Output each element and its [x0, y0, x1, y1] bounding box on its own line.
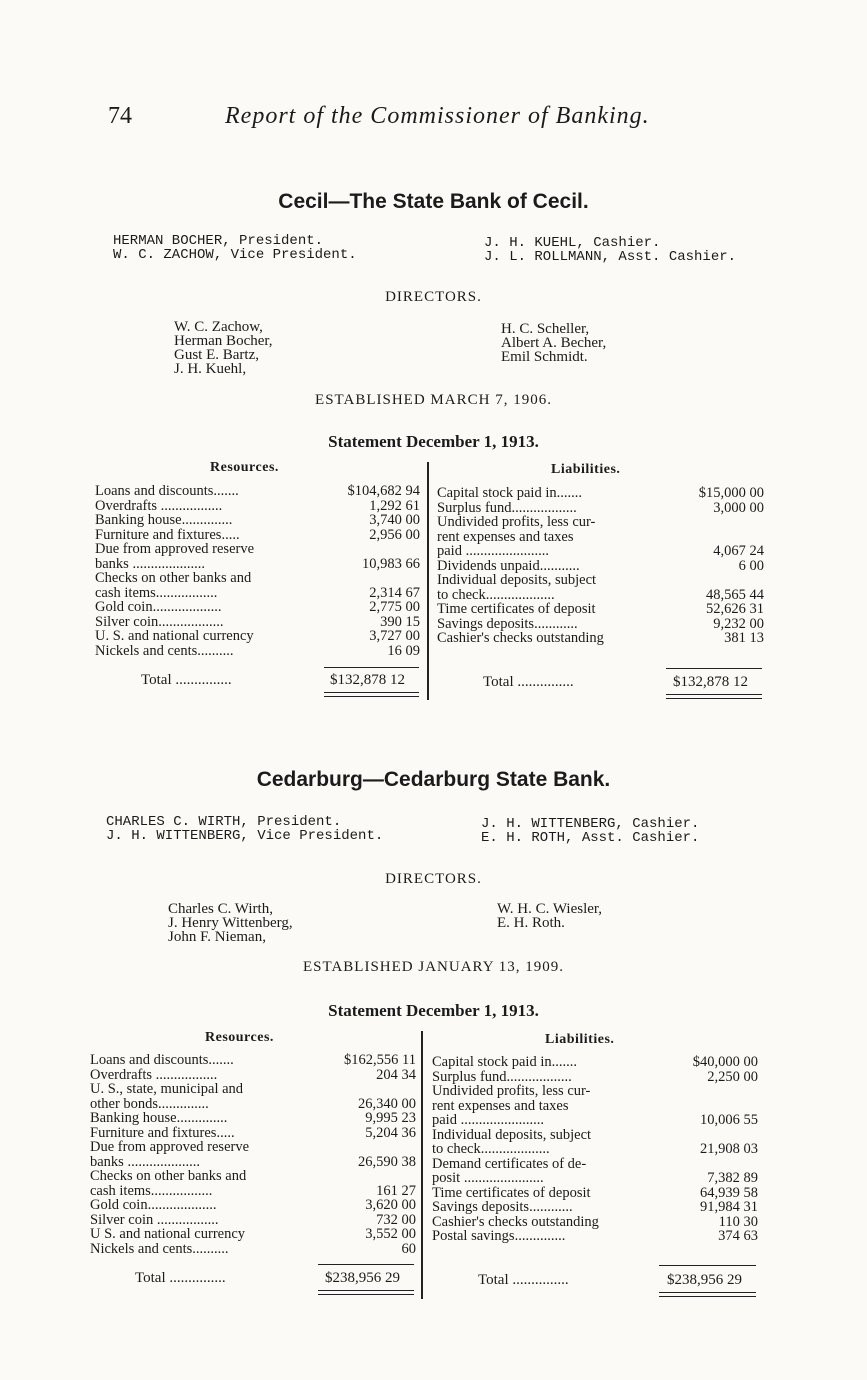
row-label: Furniture and fixtures..... [95, 526, 240, 543]
row-amount: 3,552 00 [365, 1226, 416, 1242]
row-label: Time certificates of deposit [437, 601, 596, 617]
resources-table [90, 1053, 416, 1256]
liabilities-total-label: Total ............... [483, 674, 574, 690]
statement-row [437, 573, 764, 588]
officer: E. H. ROTH, Asst. Cashier. [481, 830, 700, 846]
row-amount: $15,000 00 [698, 485, 764, 501]
page-number: 74 [108, 103, 132, 129]
statement-row [437, 602, 764, 617]
row-amount: 5,204 36 [365, 1124, 416, 1141]
statement-row [432, 1055, 758, 1070]
row-amount: $162,556 11 [344, 1052, 416, 1068]
director: Charles C. Wirth, [168, 901, 273, 917]
row-amount: 91,984 31 [700, 1199, 758, 1215]
row-label: posit ...................... [432, 1170, 544, 1186]
column-divider [427, 462, 429, 700]
row-amount: 26,340 00 [358, 1095, 416, 1112]
row-label: paid ....................... [432, 1112, 544, 1128]
row-amount: 2,314 67 [369, 584, 420, 601]
statement-row [95, 586, 420, 601]
running-title: Report of the Commissioner of Banking. [225, 103, 650, 129]
statement-row [95, 557, 420, 572]
double-rule [659, 1296, 756, 1297]
row-amount: 2,250 00 [707, 1068, 758, 1085]
row-label: banks .................... [95, 555, 205, 572]
liabilities-total-value: $238,956 29 [667, 1272, 742, 1288]
liabilities-table [437, 486, 764, 646]
statement-row [90, 1140, 416, 1155]
row-amount: 2,956 00 [369, 526, 420, 543]
directors-right [501, 322, 606, 364]
statement-row [90, 1155, 416, 1170]
row-amount: 1,292 61 [369, 497, 420, 514]
director: H. C. Scheller, [501, 321, 590, 337]
statement-row [90, 1198, 416, 1213]
statement-row [90, 1053, 416, 1068]
row-amount: 52,626 31 [706, 601, 764, 617]
double-rule [666, 698, 762, 699]
row-label: Loans and discounts....... [95, 483, 239, 499]
row-label: Silver coin ................. [90, 1211, 219, 1228]
total-rule [666, 668, 762, 669]
statement-row [95, 615, 420, 630]
row-label: to check................... [437, 586, 555, 603]
row-label: Gold coin................... [95, 599, 222, 615]
resources-table [95, 484, 420, 658]
row-label: Postal savings.............. [432, 1228, 566, 1244]
row-label: Loans and discounts....... [90, 1052, 234, 1068]
row-label: cash items................. [90, 1182, 213, 1199]
row-amount: $40,000 00 [692, 1054, 758, 1070]
row-label: Individual deposits, subject [437, 572, 597, 588]
row-label: Savings deposits............ [432, 1199, 573, 1215]
row-label: paid ....................... [437, 543, 549, 559]
row-label: Checks on other banks and [95, 570, 252, 586]
row-label: Savings deposits............ [437, 615, 578, 632]
statement-row [90, 1169, 416, 1184]
statement-title: Statement December 1, 1913. [328, 1001, 539, 1020]
row-label: other bonds.............. [90, 1095, 209, 1112]
statement-row [95, 644, 420, 659]
statement-row [437, 588, 764, 603]
resources-heading: Resources. [210, 460, 279, 475]
row-amount: 390 15 [380, 613, 420, 630]
row-label: Capital stock paid in....... [437, 485, 582, 501]
row-label: Undivided profits, less cur- [432, 1083, 591, 1099]
row-label: Surplus fund.................. [437, 499, 577, 516]
double-rule [318, 1294, 414, 1295]
director: Gust E. Bartz, [174, 347, 259, 363]
statement-row [432, 1215, 758, 1230]
total-rule [324, 667, 419, 668]
row-amount: 6 00 [738, 557, 764, 574]
directors-heading: DIRECTORS. [385, 871, 482, 887]
row-label: Due from approved reserve [95, 541, 255, 557]
row-amount: 381 13 [724, 630, 764, 646]
row-label: U. S., state, municipal and [90, 1081, 244, 1097]
liabilities-heading: Liabilities. [551, 462, 621, 477]
row-amount: 3,620 00 [365, 1197, 416, 1213]
row-label: Undivided profits, less cur- [437, 514, 596, 530]
row-label: Overdrafts ................. [90, 1066, 218, 1083]
statement-row [95, 542, 420, 557]
established-line: ESTABLISHED MARCH 7, 1906. [315, 392, 552, 408]
statement-row [95, 499, 420, 514]
statement-row [432, 1070, 758, 1085]
director: E. H. Roth. [497, 915, 565, 931]
row-label: Demand certificates of de- [432, 1155, 587, 1172]
double-rule [324, 696, 419, 697]
officer: W. C. ZACHOW, Vice President. [113, 247, 357, 263]
row-label: rent expenses and taxes [437, 528, 574, 545]
bank-title: Cecil—The State Bank of Cecil. [278, 190, 589, 213]
row-amount: 732 00 [376, 1211, 416, 1228]
double-rule [659, 1292, 756, 1293]
row-amount: 7,382 89 [707, 1170, 758, 1186]
liabilities-total-value: $132,878 12 [673, 674, 748, 690]
officers-right [481, 817, 699, 845]
row-amount: $104,682 94 [347, 483, 420, 499]
director: Emil Schmidt. [501, 349, 588, 365]
row-amount: 60 [401, 1240, 416, 1257]
established-line: ESTABLISHED JANUARY 13, 1909. [302, 959, 564, 975]
officer: J. H. KUEHL, Cashier. [484, 235, 661, 251]
statement-row [437, 631, 764, 646]
statement-row [432, 1099, 758, 1114]
row-label: Banking house.............. [95, 512, 233, 528]
director: Albert A. Becher, [501, 335, 607, 351]
resources-total-value: $132,878 12 [330, 672, 405, 688]
resources-total-label: Total ............... [141, 672, 232, 688]
row-label: Checks on other banks and [90, 1168, 247, 1184]
row-label: Nickels and cents.......... [90, 1240, 229, 1257]
row-label: U. S. and national currency [95, 628, 254, 644]
double-rule [324, 692, 419, 693]
row-label: Nickels and cents.......... [95, 642, 234, 659]
statement-row [90, 1097, 416, 1112]
row-label: to check................... [432, 1141, 550, 1157]
row-amount: 10,983 66 [362, 555, 420, 572]
directors-heading: DIRECTORS. [385, 289, 482, 305]
statement-row [432, 1200, 758, 1215]
double-rule [318, 1290, 414, 1291]
resources-total-value: $238,956 29 [325, 1270, 400, 1286]
statement-row [437, 559, 764, 574]
director: W. C. Zachow, [174, 319, 263, 335]
row-amount: 204 34 [376, 1066, 416, 1083]
statement-row [437, 544, 764, 559]
statement-row [432, 1142, 758, 1157]
statement-row [432, 1186, 758, 1201]
director: John F. Nieman, [168, 929, 266, 945]
statement-row [432, 1128, 758, 1143]
officers-left [113, 234, 357, 262]
row-amount: 9,232 00 [713, 615, 764, 632]
statement-row [437, 530, 764, 545]
row-amount: 16 09 [387, 642, 420, 659]
row-label: Individual deposits, subject [432, 1126, 592, 1143]
row-amount: 2,775 00 [369, 599, 420, 615]
total-rule [318, 1264, 414, 1265]
statement-row [90, 1184, 416, 1199]
director: W. H. C. Wiesler, [497, 901, 603, 917]
row-amount: 3,727 00 [369, 628, 420, 644]
statement-row [90, 1068, 416, 1083]
directors-left [168, 902, 293, 944]
officer: J. H. WITTENBERG, Cashier. [481, 816, 700, 832]
row-label: banks .................... [90, 1153, 200, 1170]
liabilities-table [432, 1055, 758, 1244]
row-label: rent expenses and taxes [432, 1097, 569, 1114]
director: J. Henry Wittenberg, [168, 915, 293, 931]
officers-left [106, 815, 383, 843]
statement-row [90, 1227, 416, 1242]
officer: HERMAN BOCHER, President. [113, 233, 324, 249]
statement-row [90, 1082, 416, 1097]
statement-row [432, 1157, 758, 1172]
statement-row [95, 629, 420, 644]
row-label: Cashier's checks outstanding [432, 1213, 599, 1230]
row-amount: 3,740 00 [369, 512, 420, 528]
row-amount: 374 63 [718, 1228, 758, 1244]
column-divider [421, 1031, 423, 1299]
row-label: Due from approved reserve [90, 1139, 250, 1155]
row-amount: 21,908 03 [700, 1141, 758, 1157]
statement-row [95, 528, 420, 543]
statement-row [432, 1113, 758, 1128]
double-rule [666, 694, 762, 695]
row-amount: 26,590 38 [358, 1153, 416, 1170]
officers-right [484, 236, 736, 264]
row-label: Banking house.............. [90, 1110, 228, 1126]
row-label: Silver coin.................. [95, 613, 224, 630]
row-label: cash items................. [95, 584, 218, 601]
statement-row [437, 486, 764, 501]
directors-right [497, 902, 602, 930]
director: Herman Bocher, [174, 333, 273, 349]
statement-row [432, 1171, 758, 1186]
row-label: Time certificates of deposit [432, 1184, 591, 1201]
row-label: Dividends unpaid........... [437, 557, 580, 574]
row-label: Capital stock paid in....... [432, 1054, 577, 1070]
row-label: U S. and national currency [90, 1226, 246, 1242]
row-label: Furniture and fixtures..... [90, 1124, 235, 1141]
statement-row [95, 484, 420, 499]
statement-row [95, 600, 420, 615]
statement-row [437, 501, 764, 516]
row-amount: 10,006 55 [700, 1112, 758, 1128]
row-label: Overdrafts ................. [95, 497, 223, 514]
statement-row [437, 515, 764, 530]
directors-left [174, 320, 273, 376]
resources-heading: Resources. [205, 1030, 274, 1045]
statement-title: Statement December 1, 1913. [328, 432, 539, 451]
director: J. H. Kuehl, [174, 361, 247, 377]
statement-row [432, 1084, 758, 1099]
bank-title: Cedarburg—Cedarburg State Bank. [256, 768, 611, 791]
row-amount: 4,067 24 [713, 543, 764, 559]
row-amount: 3,000 00 [713, 499, 764, 516]
row-amount: 48,565 44 [706, 586, 764, 603]
liabilities-heading: Liabilities. [545, 1032, 615, 1047]
liabilities-total-label: Total ............... [478, 1272, 569, 1288]
statement-row [90, 1126, 416, 1141]
officer: J. H. WITTENBERG, Vice President. [106, 828, 384, 844]
row-amount: 64,939 58 [700, 1184, 758, 1201]
statement-row [90, 1111, 416, 1126]
statement-row [95, 571, 420, 586]
row-amount: 9,995 23 [365, 1110, 416, 1126]
statement-row [437, 617, 764, 632]
statement-row [95, 513, 420, 528]
officer: J. L. ROLLMANN, Asst. Cashier. [484, 249, 737, 265]
officer: CHARLES C. WIRTH, President. [106, 814, 342, 830]
row-label: Cashier's checks outstanding [437, 630, 604, 646]
statement-row [90, 1213, 416, 1228]
row-amount: 161 27 [376, 1182, 416, 1199]
resources-total-label: Total ............... [135, 1270, 226, 1286]
statement-row [90, 1242, 416, 1257]
row-label: Surplus fund.................. [432, 1068, 572, 1085]
row-amount: 110 30 [718, 1213, 758, 1230]
statement-row [432, 1229, 758, 1244]
row-label: Gold coin................... [90, 1197, 217, 1213]
total-rule [659, 1265, 756, 1266]
